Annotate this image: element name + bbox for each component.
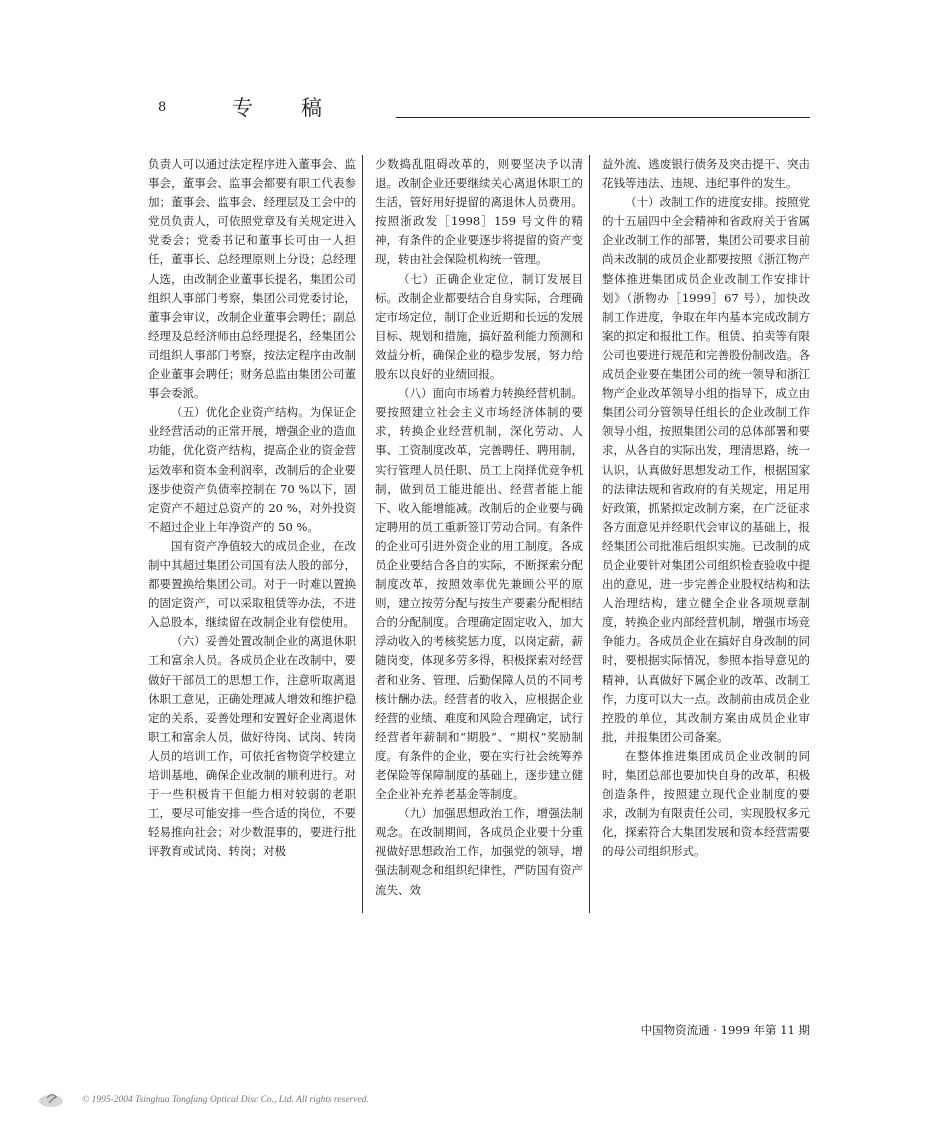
paragraph: 少数捣乱阻碍改革的，则要坚决予以清退。改制企业还要继续关心离退休职工的生活，管好用好提留的离退休人员费用。按照浙政发［1998］159 号文件的精神，有条件的企业要逐步将提留的资产变现，转由社会保险机构统一管理。 xyxy=(375,157,583,267)
section-title: 专稿 xyxy=(232,96,370,120)
paragraph: （九）加强思想政治工作，增强法制观念。在改制期间，各成员企业要十分重视做好思想政治工作，加强党的领导，增强法制观念和组织纪律性，严防国有资产流失、效 xyxy=(375,806,583,897)
copyright-notice: © 1995-2004 Tsinghua Tongfang Optical Disc Co., Ltd. All rights reserved. xyxy=(82,1095,369,1105)
header-rule xyxy=(396,117,810,118)
paragraph: （六）妥善处置改制企业的离退休职工和富余人员。各成员企业在改制中，要做好干部员工的思想工作，注意听取离退休职工意见，正确处理减人增效和维护稳定的关系，妥善处理和安置好企业离退休职工和富余人员，做好待岗、试岗、转岗人员的培训工作，可依托省物资学校建立培训基地，确保企业改制的顺利进行。对于一些积极肯干但能力相对较弱的老职工，要尽可能安排一些合适的岗位，不要轻易推向社会；对少数混事的，要进行批评教育或试岗、转岗；对极 xyxy=(148,634,356,859)
column-divider xyxy=(362,155,363,913)
publisher-logo-icon xyxy=(38,1089,64,1109)
paragraph: （八）面向市场着力转换经营机制。要按照建立社会主义市场经济体制的要求，转换企业经营机制，深化劳动、人事、工资制度改革，完善聘任、聘用制，实行管理人员任职、员工上岗择优竞争机制，做到员工能进能出、经营者能上能下、收入能增能减。改制后的企业要与确定聘用的员工重新签订劳动合同。有条件的企业可引进外资企业的用工制度。各成员企业要结合各自的实际，不断探索分配制度改革，按照效率优先兼顾公平的原则，建立按劳分配与按生产要素分配相结合的分配制度。合理确定固定收入，加大浮动收入的考核奖惩力度，以岗定薪，薪随岗变，体现多劳多得，积极探索对经营者和业务、管理、后勤保障人员的不同考核计酬办法。经营者的收入，应根据企业经营的业绩、难度和风险合理确定，试行经营者年薪制和“期股”、“期权”奖励制度。有条件的企业，要在实行社会统筹养老保险等保障制度的基础上，逐步建立健全企业补充养老基金等制度。 xyxy=(375,386,583,802)
text-column-1 xyxy=(148,155,356,920)
paragraph: （十）改制工作的进度安排。按照党的十五届四中全会精神和省政府关于省属企业改制工作的部署，集团公司要求目前尚未改制的成员企业都要按照《浙江物产整体推进集团成员企业改制工作安排计划》（浙物办［1999］67 号），加快改制工作进度，争取在年内基本完成改制方案的拟定和报批工作。租赁、拍卖等有限公司也要进行规范和完善股份制改造。各成员企业要在集团公司的统一领导和浙江物产企业改革领导小组的指导下，成立由集团公司分管领导任组长的企业改制工作领导小组，按照集团公司的总体部署和要求，从各自的实际出发，理清思路，统一认识，认真做好思想发动工作，根据国家的法律法规和省政府的有关规定，用足用好政策，抓紧拟定改制方案，在广泛征求各方面意见并经职代会审议的基础上，报经集团公司批准后组织实施。已改制的成员企业要针对集团公司组织检查验收中提出的意见，进一步完善企业股权结构和法人治理结构，建立健全企业各项规章制度，转换企业内部经营机制，增强市场竞争能力。各成员企业在搞好自身改制的同时，要根据实际情况，参照本指导意见的精神，认真做好下属企业的改革、改制工作，力度可以大一点。改制前由成员企业控股的单位，其改制方案由成员企业审批，并报集团公司备案。 xyxy=(602,195,810,744)
paragraph: 负责人可以通过法定程序进入董事会、监事会，董事会、监事会都要有职工代表参加；董事会、监事会、经理层及工会中的党员负责人，可依照党章及有关规定进入党委会；党委书记和董事长可由一人担任，董事长、总经理原则上分设；总经理人选，由改制企业董事长提名，集团公司组织人事部门考察，集团公司党委讨论，董事会审议，改制企业董事会聘任；副总经理及总经济师由总经理提名，经集团公司组织人事部门考察，按法定程序由改制企业董事会聘任；财务总监由集团公司董事会委派。 xyxy=(148,157,356,401)
paragraph: （五）优化企业资产结构。为保证企业经营活动的正常开展，增强企业的造血功能，优化资产结构，提高企业的资金营运效率和资本金利润率，改制后的企业要逐步使资产负债率控制在 70 %以下，固定资产不超过总资产的 20 %，对外投资不超过企业上年净资产的 50 %。 xyxy=(148,405,356,534)
paragraph: 在整体推进集团成员企业改制的同时，集团总部也要加快自身的改革，积极创造条件，按照建立现代企业制度的要求，改制为有限责任公司，实现股权多元化，探索符合大集团发展和资本经营需要的母公司组织形式。 xyxy=(602,748,810,859)
journal-footer: 中国物资流通 · 1999 年第 11 期 xyxy=(640,1023,810,1037)
paragraph: （七）正确企业定位，制订发展目标。改制企业都要结合自身实际，合理确定市场定位，制订企业近期和长远的发展目标、规划和措施，搞好盈利能力预测和效益分析，确保企业的稳步发展，努力给股东以良好的业绩回报。 xyxy=(375,271,583,382)
column-divider xyxy=(589,155,590,913)
paragraph: 国有资产净值较大的成员企业，在改制中其超过集团公司国有法人股的部分，都要置换给集团公司。对于一时难以置换的固定资产，可以采取租赁等办法，不进入总股本，继续留在改制企业有偿使用。 xyxy=(148,538,356,630)
page-number: 8 xyxy=(158,100,167,115)
text-column-3 xyxy=(602,155,810,920)
page-header xyxy=(0,0,950,140)
paragraph: 益外流、逃废银行债务及突击提干、突击花钱等违法、违规、违纪事件的发生。 xyxy=(602,157,810,191)
text-column-2 xyxy=(375,155,583,920)
